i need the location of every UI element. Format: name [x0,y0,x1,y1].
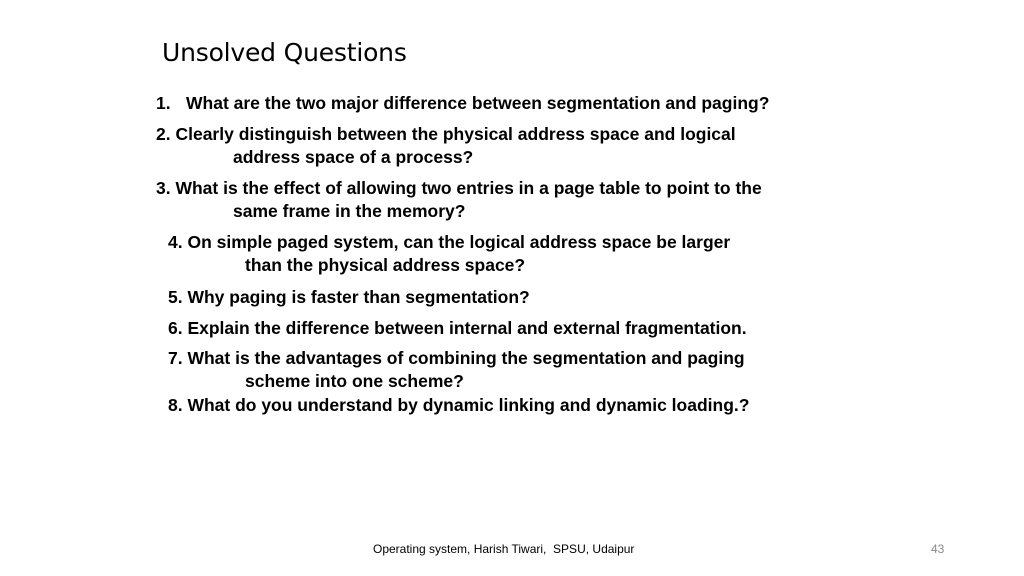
question-8-text: 8. What do you understand by dynamic linking and dynamic loading.? [168,395,750,415]
question-8 [168,394,749,417]
slide-footer: Operating system, Harish Tiwari, SPSU, Udaipur [373,542,635,556]
question-7-line-1: 7. What is the advantages of combining the segmentation and paging [168,348,745,368]
question-6-text: 6. Explain the difference between internal and external fragmentation. [168,318,747,338]
question-2 [156,123,736,169]
question-1-text: What are the two major difference between segmentation and paging? [186,93,770,113]
page-number: 43 [931,542,945,556]
question-5-text: 5. Why paging is faster than segmentation? [168,287,530,307]
question-7 [168,347,745,393]
question-4 [168,231,730,277]
question-5 [168,286,530,309]
question-3-line-2: same frame in the memory? [233,201,466,221]
question-3-line-1: 3. What is the effect of allowing two entries in a page table to point to the [156,178,762,198]
question-2-line-2: address space of a process? [233,147,474,167]
question-7-line-2: scheme into one scheme? [245,371,464,391]
question-6 [168,317,747,340]
question-4-line-1: 4. On simple paged system, can the logical address space be larger [168,232,731,252]
question-2-line-1: 2. Clearly distinguish between the physical address space and logical [156,124,736,144]
question-1 [156,92,769,115]
question-4-line-2: than the physical address space? [245,255,526,275]
slide-title: Unsolved Questions [162,38,407,67]
question-3 [156,177,762,223]
question-1-number: 1. [156,93,171,113]
